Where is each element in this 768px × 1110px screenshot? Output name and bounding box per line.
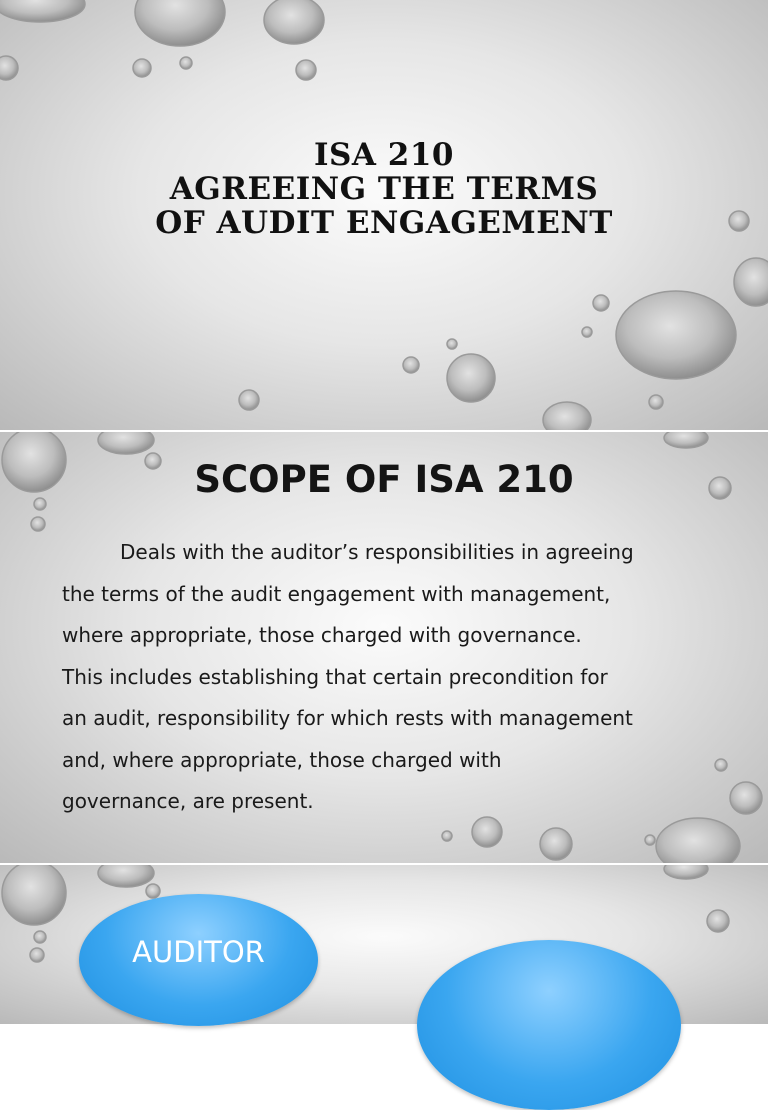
body-line-4: This includes establishing that certain precondition for [62, 664, 608, 689]
title-line-2: AGREEING THE TERMS [169, 171, 599, 207]
auditor-label: AUDITOR [132, 935, 265, 969]
slide-scope-heading: SCOPE OF ISA 210 [194, 458, 574, 501]
slide-scope-body [62, 532, 712, 823]
title-line-3: OF AUDIT ENGAGEMENT [155, 205, 613, 241]
body-line-3: where appropriate, those charged with governance. [62, 623, 582, 647]
auditor-bubble [79, 894, 318, 1026]
title-line-1: ISA 210 [314, 137, 454, 173]
slide-title-heading [0, 138, 768, 240]
body-line-6: and, where appropriate, those charged with [62, 747, 502, 772]
body-line-7: governance, are present. [62, 789, 314, 813]
body-line-5: an audit, responsibility for which rests with management [62, 706, 633, 730]
body-line-2: the terms of the audit engagement with management, [62, 581, 611, 606]
second-bubble [417, 940, 681, 1110]
body-line-1: Deals with the auditor’s responsibilities in agreeing [120, 540, 634, 564]
slide-title [0, 0, 768, 430]
